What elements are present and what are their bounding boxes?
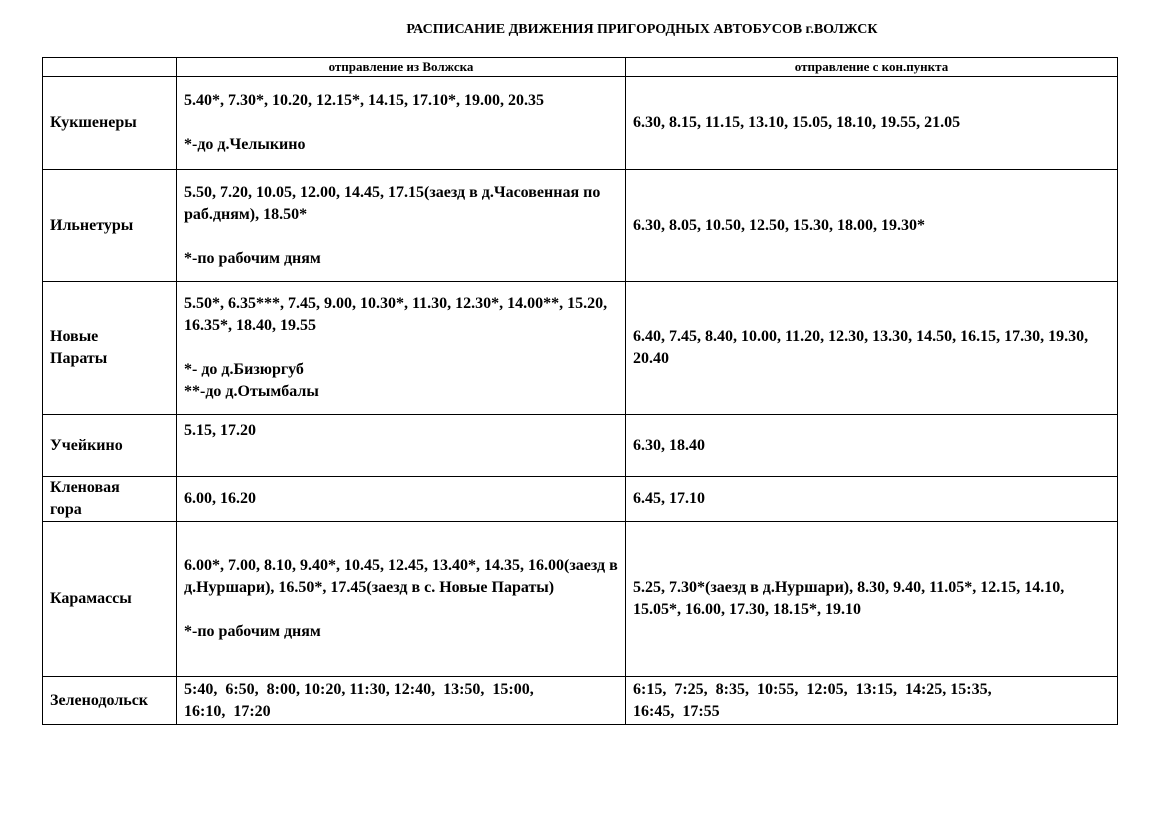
- header-route: [43, 58, 177, 77]
- footnote: *-по рабочим дням: [184, 249, 321, 267]
- departure-times: 5.50, 7.20, 10.05, 12.00, 14.45, 17.15(заезд в д.Часовенная по раб.дням), 18.50*: [184, 183, 601, 223]
- footnote: *-до д.Челыкино: [184, 136, 306, 153]
- departures-from-volzhsk: [177, 77, 626, 170]
- route-name: Ильнетуры: [43, 170, 177, 282]
- departure-times: 5:40, 6:50, 8:00, 10:20, 11:30, 12:40, 13:50, 15:00,: [184, 680, 534, 698]
- table-row: [43, 282, 1118, 415]
- departures-from-terminal: 5.25, 7.30*(заезд в д.Нуршари), 8.30, 9.40, 11.05*, 12.15, 14.10, 15.05*, 16.00, 17.30, 18.15*, 19.10: [626, 522, 1118, 677]
- table-row: [43, 522, 1118, 677]
- route-name: Кленовая гора: [43, 477, 177, 522]
- departures-from-terminal: [626, 677, 1118, 725]
- page-title: РАСПИСАНИЕ ДВИЖЕНИЯ ПРИГОРОДНЫХ АВТОБУСОВ г.ВОЛЖСК: [406, 22, 878, 37]
- header-from-terminal: отправление с кон.пункта: [626, 58, 1118, 77]
- route-name: Кукшенеры: [43, 77, 177, 170]
- table-row: [43, 77, 1118, 170]
- departures-from-volzhsk: [177, 282, 626, 415]
- departures-from-terminal: 6.30, 8.15, 11.15, 13.10, 15.05, 18.10, 19.55, 21.05: [626, 77, 1118, 170]
- departures-from-terminal: 6.45, 17.10: [626, 477, 1118, 522]
- departure-times: 16:45, 17:55: [633, 702, 720, 720]
- table-row: [43, 677, 1118, 725]
- departures-from-volzhsk: [177, 522, 626, 677]
- departure-times: 5.50*, 6.35***, 7.45, 9.00, 10.30*, 11.30, 12.30*, 14.00**, 15.20, 16.35*, 18.40, 19.55: [184, 295, 608, 334]
- departures-from-terminal: 6.30, 18.40: [626, 415, 1118, 477]
- departures-from-terminal: 6.40, 7.45, 8.40, 10.00, 11.20, 12.30, 13.30, 14.50, 16.15, 17.30, 19.30, 20.40: [626, 282, 1118, 415]
- departure-times: 6:15, 7:25, 8:35, 10:55, 12:05, 13:15, 14:25, 15:35,: [633, 680, 992, 698]
- footnote: *-по рабочим дням: [184, 623, 321, 640]
- schedule-table: [42, 57, 1118, 725]
- departures-from-volzhsk: 5.15, 17.20: [177, 415, 626, 477]
- route-name: Зеленодольск: [43, 677, 177, 725]
- departure-times: 6.00*, 7.00, 8.10, 9.40*, 10.45, 12.45, 13.40*, 14.35, 16.00(заезд в д.Нуршари), 16.50*, 17.45(заезд в с. Новые Параты): [184, 557, 618, 596]
- departure-times: 5.40*, 7.30*, 10.20, 12.15*, 14.15, 17.10*, 19.00, 20.35: [184, 92, 544, 109]
- header-from-volzhsk: отправление из Волжска: [177, 58, 626, 77]
- header-row: [43, 58, 1118, 77]
- table-row: [43, 415, 1118, 477]
- table-row: [43, 170, 1118, 282]
- departures-from-volzhsk: 6.00, 16.20: [177, 477, 626, 522]
- route-name: Карамассы: [43, 522, 177, 677]
- departures-from-volzhsk: [177, 677, 626, 725]
- footnote: **-до д.Отымбалы: [184, 383, 319, 400]
- footnote: *- до д.Бизюргуб: [184, 361, 304, 378]
- route-name: Учейкино: [43, 415, 177, 477]
- route-name: Новые Параты: [43, 282, 177, 415]
- departures-from-terminal: 6.30, 8.05, 10.50, 12.50, 15.30, 18.00, 19.30*: [626, 170, 1118, 282]
- table-row: [43, 477, 1118, 522]
- departure-times: 16:10, 17:20: [184, 702, 271, 720]
- departures-from-volzhsk: [177, 170, 626, 282]
